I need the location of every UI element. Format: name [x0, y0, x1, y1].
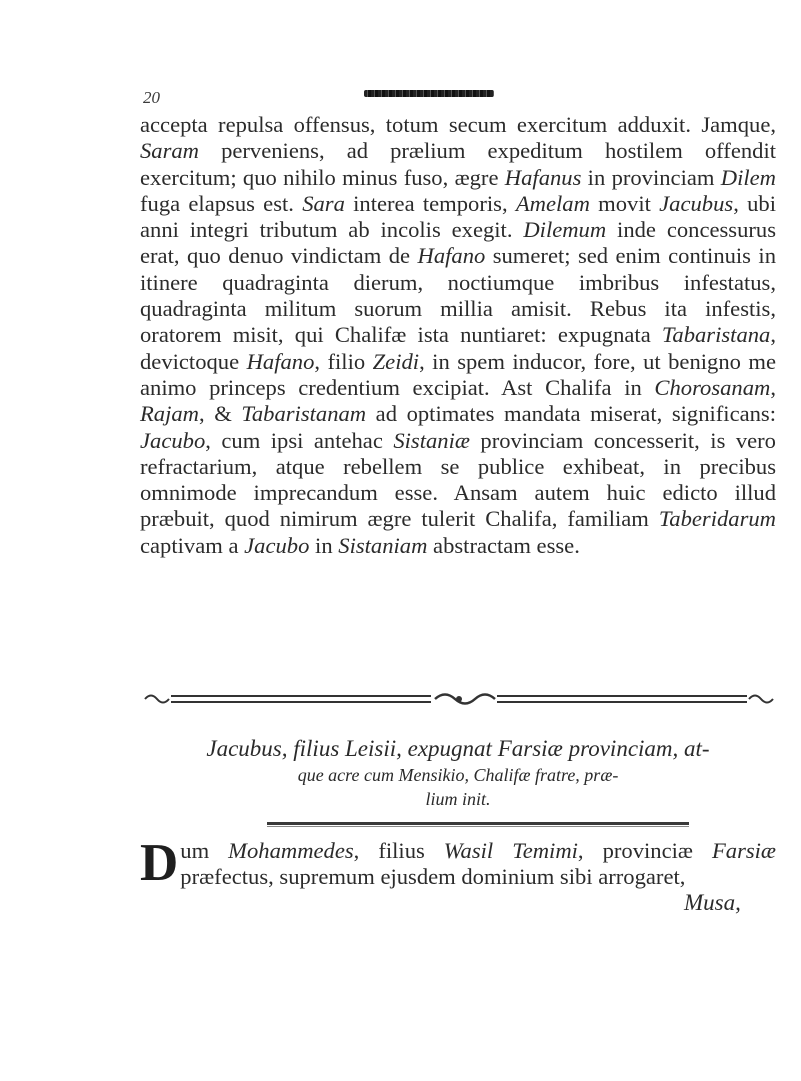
paragraph: accepta repulsa offensus, totum secum exercitum adduxit. Jamque, Saram perveniens, ad prælium expeditum hostilem offendit exercitum; quo nihilo minus fuso, ægre Hafanus in provinciam Dilem fuga elapsus est. Sara interea temporis, Amelam movit Jacubus, ubi anni integri tributum ab incolis exegit. Dilemum inde concessurus erat, quo denuo vindictam de Hafano sumeret; sed enim continuis in itinere quadraginta dierum, noctiumque imbribus infestatus, quadraginta militum suorum millia amisit. Rebus ita infestis, oratorem misit, qui Chalifæ ista nuntiaret: expugnata Tabaristana, devictoque Hafano, filio Zeidi, in spem inducor, fore, ut benigno me animo princeps credentium excipiat. Ast Chalifa in Chorosanam, Rajam, & Tabaristanam ad optimates mandata miserat, significans: Jacubo, cum ipsi antehac Sistaniæ provinciam concesserit, is vero refractarium, atque rebellem se publice exhibeat, in precibus omnimode imprecandum esse. Ansam autem huic edicto illud præbuit, quod nimirum ægre tulerit Chalifa, familiam Taberidarum captivam a Jacubo in Sistaniam abstractam esse. — [140, 112, 776, 558]
heading-line: lium init. — [425, 789, 491, 809]
page-number: 20 — [143, 88, 160, 107]
section-heading — [140, 735, 776, 811]
heading-line: que acre cum Mensikio, Chalifæ fratre, præ- — [297, 765, 619, 785]
ornamental-divider — [143, 690, 775, 708]
head-ornament — [364, 90, 494, 97]
heading-line: Jacubus, filius Leisii, expugnat Farsiæ provinciam, at- — [206, 736, 710, 761]
drop-cap: D — [140, 834, 179, 892]
catchword: Musa, — [684, 890, 741, 915]
body-text — [140, 112, 776, 559]
second-paragraph: Dum Mohammedes, filius Wasil Temimi, provinciæ Farsiæ præfectus, supremum ejusdem dominium sibi arrogaret, — [140, 834, 776, 892]
heading-rule-thin — [267, 826, 689, 827]
heading-rule — [267, 822, 689, 825]
